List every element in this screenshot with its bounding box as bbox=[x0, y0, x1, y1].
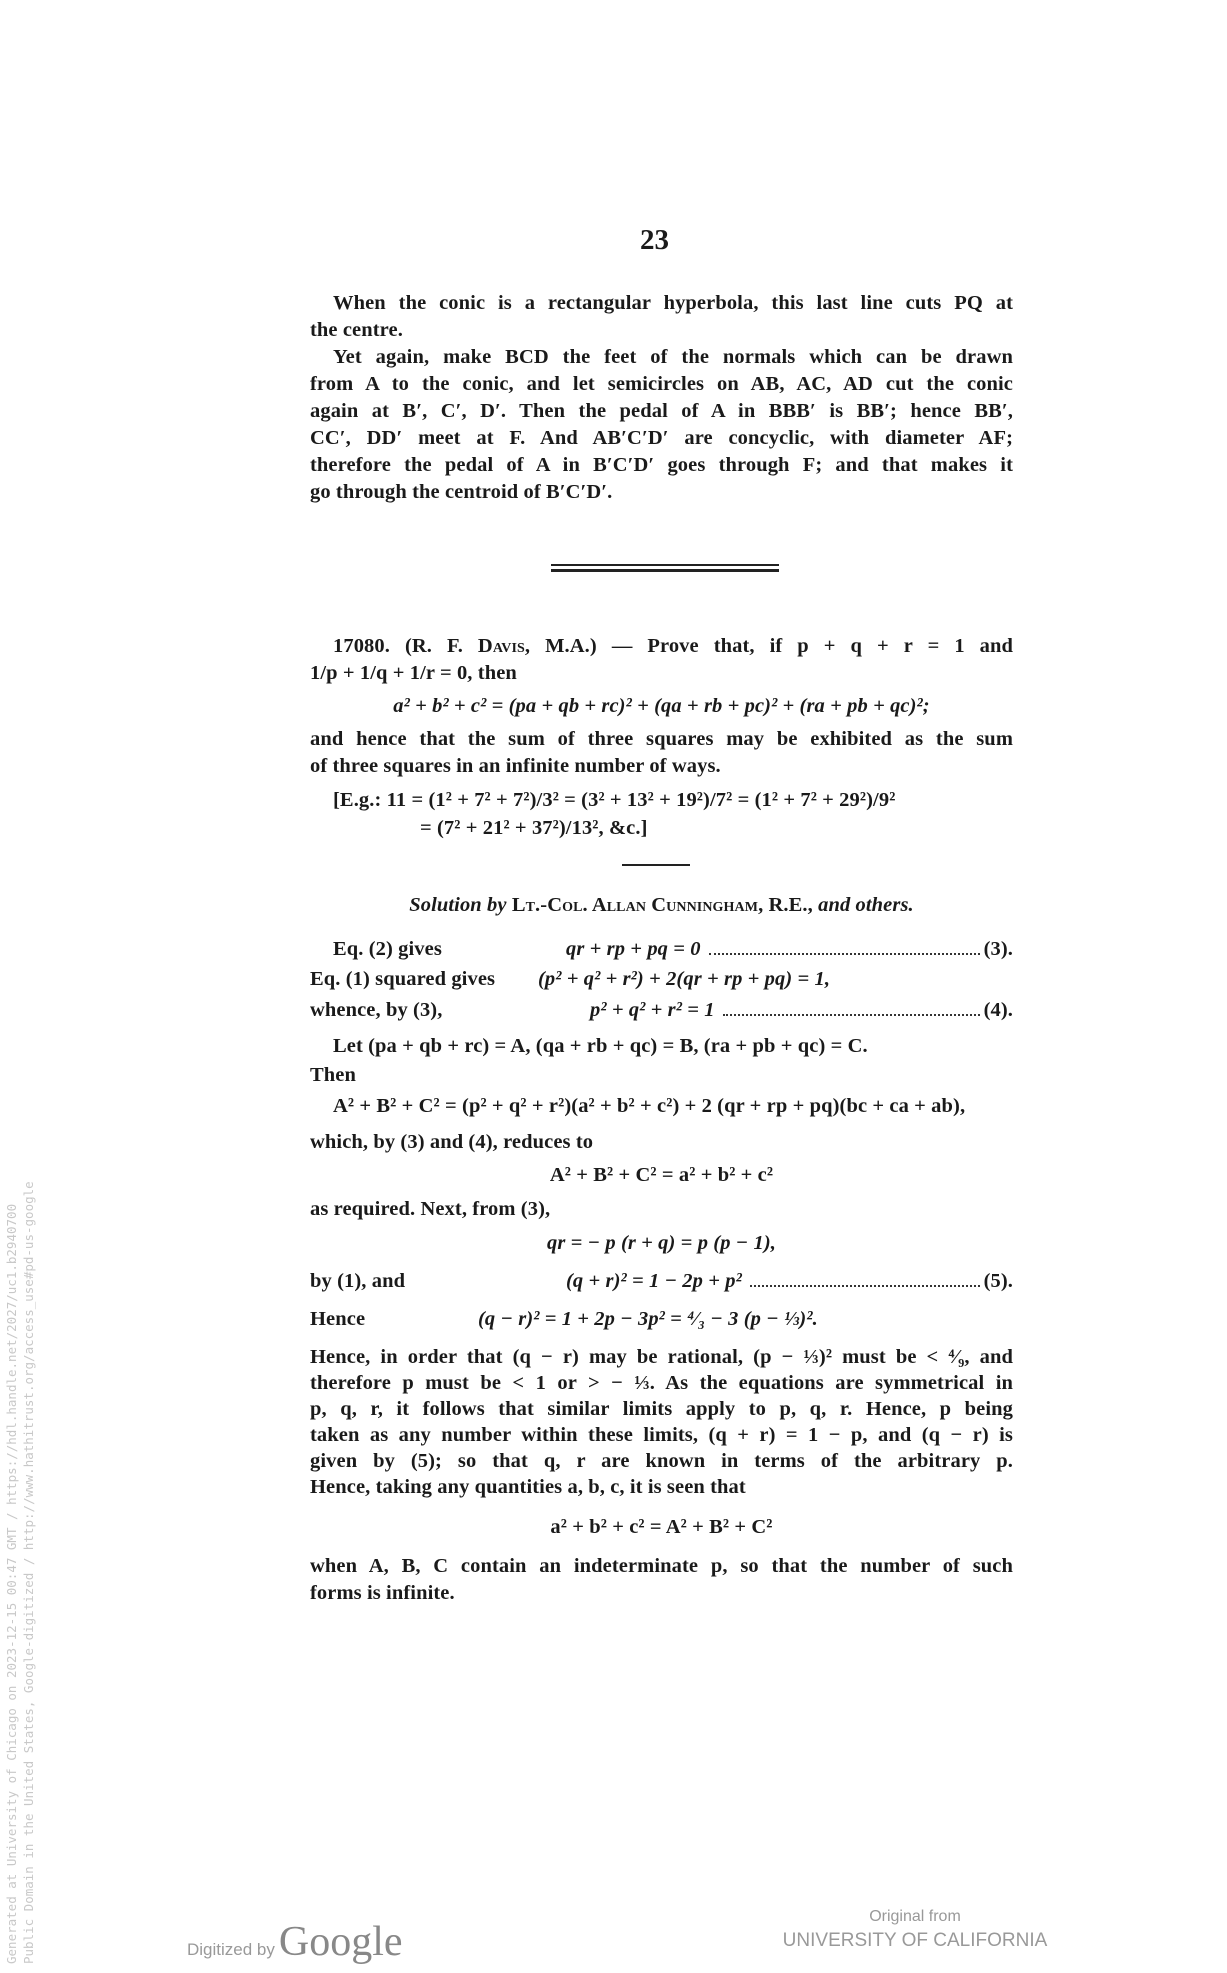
problem-line: of three squares in an infinite number of ways. bbox=[310, 755, 721, 777]
problem-number: 17080. bbox=[333, 635, 390, 657]
qr-equation: qr = − p (r + q) = p (p − 1), bbox=[546, 1232, 777, 1254]
original-source bbox=[780, 1908, 1050, 1952]
page-number: 23 bbox=[640, 224, 669, 256]
text-line: therefore p must be < 1 or > − ⅓. As the equations are symmetrical in bbox=[310, 1372, 1013, 1394]
text-line: CC′, DD′ meet at F. And AB′C′D′ are concyclic, with diameter AF; bbox=[310, 427, 1013, 449]
section-divider bbox=[551, 564, 779, 566]
text-line: Hence, in order that (q − r) may be rational, (p − ⅓)² must be < ⁴⁄₉, and bbox=[310, 1346, 1013, 1368]
solution-author: Lt.-Col. Allan Cunningham, R.E., bbox=[511, 894, 813, 916]
eq-label: Hence bbox=[310, 1308, 366, 1330]
text-line: again at B′, C′, D′. Then the pedal of A in BBB′ is BB′; hence BB′, bbox=[310, 400, 1013, 422]
then-line: Then bbox=[310, 1064, 356, 1086]
equation-3-row bbox=[310, 936, 1013, 962]
equation-row bbox=[310, 966, 1013, 992]
dot-leader bbox=[723, 1014, 980, 1016]
example-line: [E.g.: 11 = (1² + 7² + 7²)/3² = (3² + 13² + 19²)/7² = (1² + 7² + 29²)/9² bbox=[333, 789, 896, 811]
text-line: when A, B, C contain an indeterminate p, so that the number of such bbox=[310, 1555, 1013, 1577]
problem-line: 1/p + 1/q + 1/r = 0, then bbox=[310, 662, 517, 684]
text-line: go through the centroid of B′C′D′. bbox=[310, 481, 613, 503]
eq-body: (q + r)² = 1 − 2p + p² bbox=[566, 1270, 742, 1292]
text-line: Yet again, make BCD the feet of the normals which can be drawn bbox=[333, 346, 1013, 368]
text-line: forms is infinite. bbox=[310, 1582, 455, 1604]
text-line: therefore the pedal of A in B′C′D′ goes through F; and that makes it bbox=[310, 454, 1013, 476]
text-line: When the conic is a rectangular hyperbola, this last line cuts PQ at bbox=[333, 292, 1013, 314]
eq-body: p² + q² + r² = 1 bbox=[590, 999, 715, 1021]
dot-leader bbox=[709, 953, 980, 955]
text-line: given by (5); so that q, r are known in terms of the arbitrary p. bbox=[310, 1450, 1013, 1472]
google-digitized-mark bbox=[187, 1918, 403, 1966]
eq-body: qr + rp + pq = 0 bbox=[566, 938, 701, 960]
final-equation: a² + b² + c² = A² + B² + C² bbox=[550, 1516, 773, 1538]
solution-label: Solution by bbox=[409, 894, 507, 916]
hathitrust-watermark bbox=[3, 974, 37, 1964]
eq-body: (q − r)² = 1 + 2p − 3p² = ⁴⁄₃ − 3 (p − ⅓)². bbox=[478, 1308, 818, 1330]
let-line: Let (pa + qb + rc) = A, (qa + rb + qc) = B, (ra + pb + qc) = C. bbox=[333, 1035, 868, 1057]
eq-number: (5). bbox=[983, 1270, 1013, 1292]
text-line: Hence, taking any quantities a, b, c, it is seen that bbox=[310, 1476, 746, 1498]
original-from-label: Original from bbox=[869, 1908, 961, 1925]
eq-label: by (1), and bbox=[310, 1270, 406, 1292]
problem-equation: a² + b² + c² = (pa + qb + rc)² + (qa + rb + pc)² + (ra + pb + qc)²; bbox=[393, 695, 930, 717]
result-equation: A² + B² + C² = a² + b² + c² bbox=[549, 1164, 774, 1186]
equation-5-row bbox=[310, 1268, 1013, 1294]
eq-label: Eq. (1) squared gives bbox=[310, 968, 496, 990]
digitized-by-label: Digitized by bbox=[187, 1940, 275, 1959]
institution-name: UNIVERSITY OF CALIFORNIA bbox=[782, 1930, 1048, 1951]
text-line: as required. Next, from (3), bbox=[310, 1198, 551, 1220]
eq-number: (4). bbox=[983, 999, 1013, 1021]
eq-number: (3). bbox=[983, 938, 1013, 960]
hence-row bbox=[310, 1306, 1013, 1332]
watermark-line: Public Domain in the United States, Google-digitized / http://www.hathitrust.org/access_use#pd-us-google bbox=[21, 1181, 36, 1964]
eq-label: whence, by (3), bbox=[310, 999, 443, 1021]
text-line: which, by (3) and (4), reduces to bbox=[310, 1131, 594, 1153]
dot-leader bbox=[750, 1285, 980, 1287]
section-divider bbox=[551, 569, 779, 572]
equation-4-row bbox=[310, 997, 1013, 1023]
expansion-equation: A² + B² + C² = (p² + q² + r²)(a² + b² + c²) + 2 (qr + rp + pq)(bc + ca + ab), bbox=[333, 1095, 966, 1117]
eq-label: Eq. (2) gives bbox=[333, 938, 442, 960]
solution-others: and others. bbox=[818, 894, 914, 916]
problem-author: (R. F. Davis, M.A.) bbox=[404, 635, 597, 657]
problem-line: and hence that the sum of three squares may be exhibited as the sum bbox=[310, 728, 1013, 750]
text-line: the centre. bbox=[310, 319, 403, 341]
eq-body: (p² + q² + r²) + 2(qr + rp + pq) = 1, bbox=[538, 968, 831, 990]
text-line: taken as any number within these limits, (q + r) = 1 − p, and (q − r) is bbox=[310, 1424, 1013, 1446]
text-line: p, q, r, it follows that similar limits apply to p, q, r. Hence, p being bbox=[310, 1398, 1013, 1420]
example-line: = (7² + 21² + 37²)/13², &c.] bbox=[420, 817, 648, 839]
problem-text: — Prove that, if p + q + r = 1 and bbox=[611, 635, 1013, 657]
short-divider bbox=[622, 864, 690, 866]
solution-heading bbox=[310, 892, 1013, 918]
text-line: from A to the conic, and let semicircles on AB, AC, AD cut the conic bbox=[310, 373, 1013, 395]
google-logo: Google bbox=[278, 1919, 403, 1965]
watermark-line: Generated at University of Chicago on 2023-12-15 00:47 GMT / https://hdl.handle.net/2027/uc1.b2940700 bbox=[4, 1203, 19, 1964]
problem-line bbox=[310, 633, 1013, 659]
